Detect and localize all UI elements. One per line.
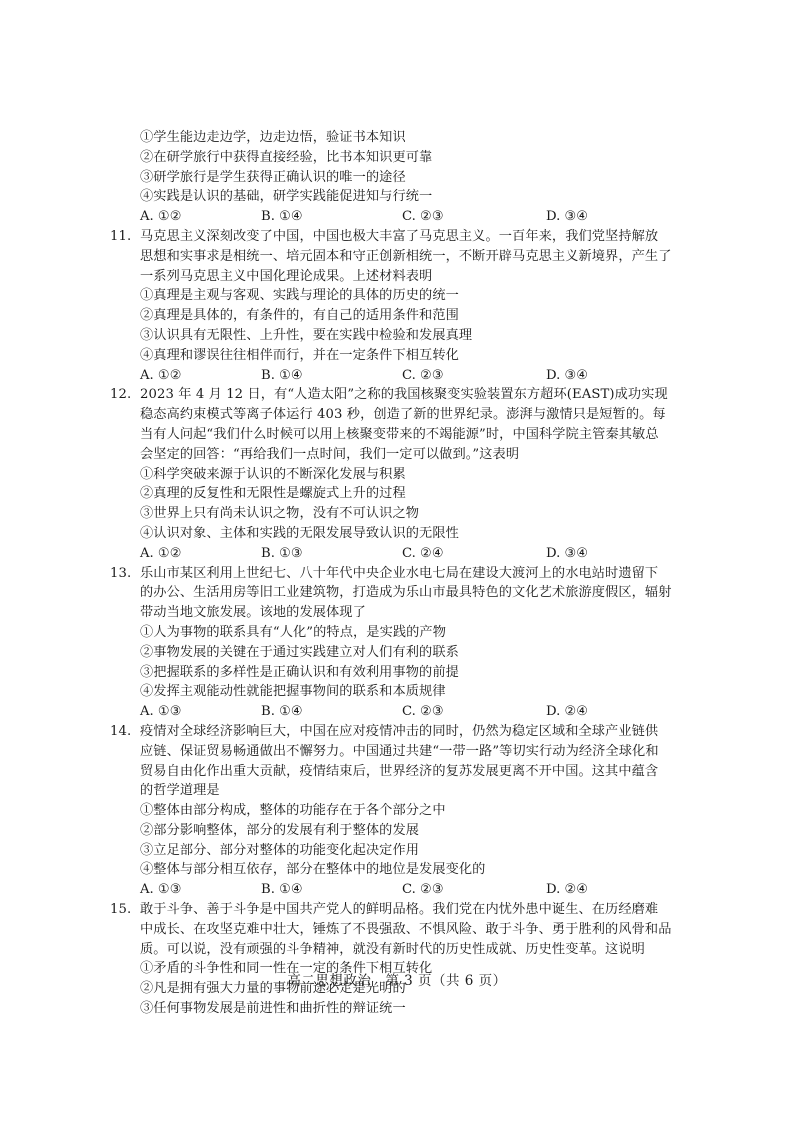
page-content [110,128,678,1019]
choice-b: B. ①④ [261,367,303,383]
option: ③世界上只有尚未认识之物，没有不可认识之物 [140,506,420,522]
question-stem-line: 的办公、生活用房等旧工业建筑物，打造成为乐山市最具特色的文化艺术旅游度假区，辐射 [140,585,672,601]
question-14 [110,722,678,900]
choice-c: C. ②④ [402,545,444,561]
choice-d: D. ②④ [546,882,589,898]
question-stem-line: 的哲学道理是 [140,783,220,799]
answer-choices [118,544,678,564]
option: ②凡是拥有强大力量的事物前途必定是光明的 [140,981,406,997]
question-stem-line: 思想和实事求是相统一、培元固本和守正创新相统一，不断开辟马克思主义新境界，产生了 [140,248,672,264]
question-12 [110,385,678,563]
choice-c: C. ②③ [402,367,444,383]
answer-choices [118,880,678,900]
question-stem-line: 稳态高约束模式等离子体运行 403 秒，创造了新的世界纪录。澎湃与激情只是短暂的。每 [140,407,666,423]
choice-a: A. ①② [140,545,182,561]
answer-choices [118,207,678,227]
option: ③把握联系的多样性是正确认识和有效利用事物的前提 [140,664,459,680]
option: ①矛盾的斗争性和同一性在一定的条件下相互转化 [140,961,433,977]
option: ④整体与部分相互依存，部分在整体中的地位是发展变化的 [140,862,486,878]
question-13 [110,564,678,722]
question-number: 11. [110,228,132,244]
question-stem-line: 15. 敢于斗争、善于斗争是中国共产党人的鲜明品格。我们党在内忧外患中诞生、在历经磨难 [118,900,678,920]
question-stem-line: 中成长、在攻坚克难中壮大，锤炼了不畏强敌、不惧风险、敢于斗争、勇于胜利的风骨和品 [140,921,672,937]
question-15 [110,900,678,1019]
choice-c: C. ②③ [402,882,444,898]
choice-a: A. ①② [140,367,182,383]
option: ①整体由部分构成，整体的功能存在于各个部分之中 [140,803,446,819]
question-stem-line: 12. 2023 年 4 月 12 日，有“人造太阳”之称的我国核聚变实验装置东方超环(EAST)成功实现 [118,385,678,405]
choice-c: C. ②③ [402,704,444,720]
choice-d: D. ③④ [546,367,589,383]
question-10 [118,128,678,227]
choice-d: D. ②④ [546,704,589,720]
option: ③认识具有无限性、上升性，要在实践中检验和发展真理 [140,327,473,343]
question-stem-line: 一系列马克思主义中国化理论成果。上述材料表明 [140,268,433,284]
choice-a: A. ①② [140,209,182,225]
question-number: 14. [110,723,132,739]
answer-choices [118,702,678,722]
choice-b: B. ①③ [261,545,303,561]
option: ④认识对象、主体和实践的无限发展导致认识的无限性 [140,525,459,541]
option: ①人为事物的联系具有“人化”的特点，是实践的产物 [140,624,447,640]
choice-a: A. ①③ [140,882,182,898]
question-stem-line: 14. 疫情对全球经济影响巨大，中国在应对疫情冲击的同时，仍然为稳定区域和全球产业链供 [118,722,678,742]
question-stem-line: 当有人问起“我们什么时候可以用上核聚变带来的不竭能源”时，中国科学院主管秦其敏总 [140,426,659,442]
option: ②事物发展的关键在于通过实践建立对人们有利的联系 [140,644,459,660]
choice-a: A. ①③ [140,704,182,720]
question-stem-line: 会坚定的回答：“再给我们一点时间，我们一定可以做到。”这表明 [140,446,520,462]
choice-d: D. ③④ [546,545,589,561]
option: ②部分影响整体，部分的发展有利于整体的发展 [140,822,420,838]
question-11 [110,227,678,385]
option: ③立足部分、部分对整体的功能变化起决定作用 [140,842,420,858]
option: ③任何事物发展是前进性和曲折性的辩证统一 [140,1001,406,1017]
question-stem-line: 质。可以说，没有顽强的斗争精神，就没有新时代的历史性成就、历史性变革。这说明 [140,941,645,957]
choice-b: B. ①④ [261,882,303,898]
question-number: 15. [110,902,132,918]
option: ③研学旅行是学生获得正确认识的唯一的途径 [140,169,406,185]
question-number: 13. [110,565,132,581]
choice-c: C. ②③ [402,209,444,225]
option: ④发挥主观能动性就能把握事物间的联系和本质规律 [140,684,446,700]
option: ④实践是认识的基础，研学实践能促进知与行统一 [140,189,433,205]
question-stem-line: 贸易自由化作出重大贡献，疫情结束后，世界经济的复苏发展更离不开中国。这其中蕴含 [140,763,659,779]
question-number: 12. [110,387,132,403]
page-footer: 高二思想政治 第 3 页（共 6 页） [287,973,507,989]
option: ②真理是具体的，有条件的，有自己的适用条件和范围 [140,308,459,324]
question-stem-line: 11. 马克思主义深刻改变了中国，中国也极大丰富了马克思主义。一百年来，我们党坚持解放 [118,227,678,247]
option: ①真理是主观与客观、实践与理论的具体的历史的统一 [140,288,459,304]
choice-d: D. ③④ [546,209,589,225]
answer-choices [118,366,678,386]
option: ①学生能边走边学，边走边悟，验证书本知识 [140,130,406,145]
question-stem-line: 13. 乐山市某区利用上世纪七、八十年代中央企业水电七局在建设大渡河上的水电站时遗留下 [118,564,678,584]
question-stem-line: 应链、保证贸易畅通做出不懈努力。中国通过共建“一带一路”等切实行动为经济全球化和 [140,743,659,759]
choice-b: B. ①④ [261,704,303,720]
option: ②真理的反复性和无限性是螺旋式上升的过程 [140,486,406,502]
option: ①科学突破来源于认识的不断深化发展与积累 [140,466,406,482]
choice-b: B. ①④ [261,209,303,225]
option: ②在研学旅行中获得直接经验，比书本知识更可靠 [140,149,433,165]
question-stem-line: 带动当地文旅发展。该地的发展体现了 [140,605,366,621]
option: ④真理和谬误往往相伴而行，并在一定条件下相互转化 [140,347,459,363]
